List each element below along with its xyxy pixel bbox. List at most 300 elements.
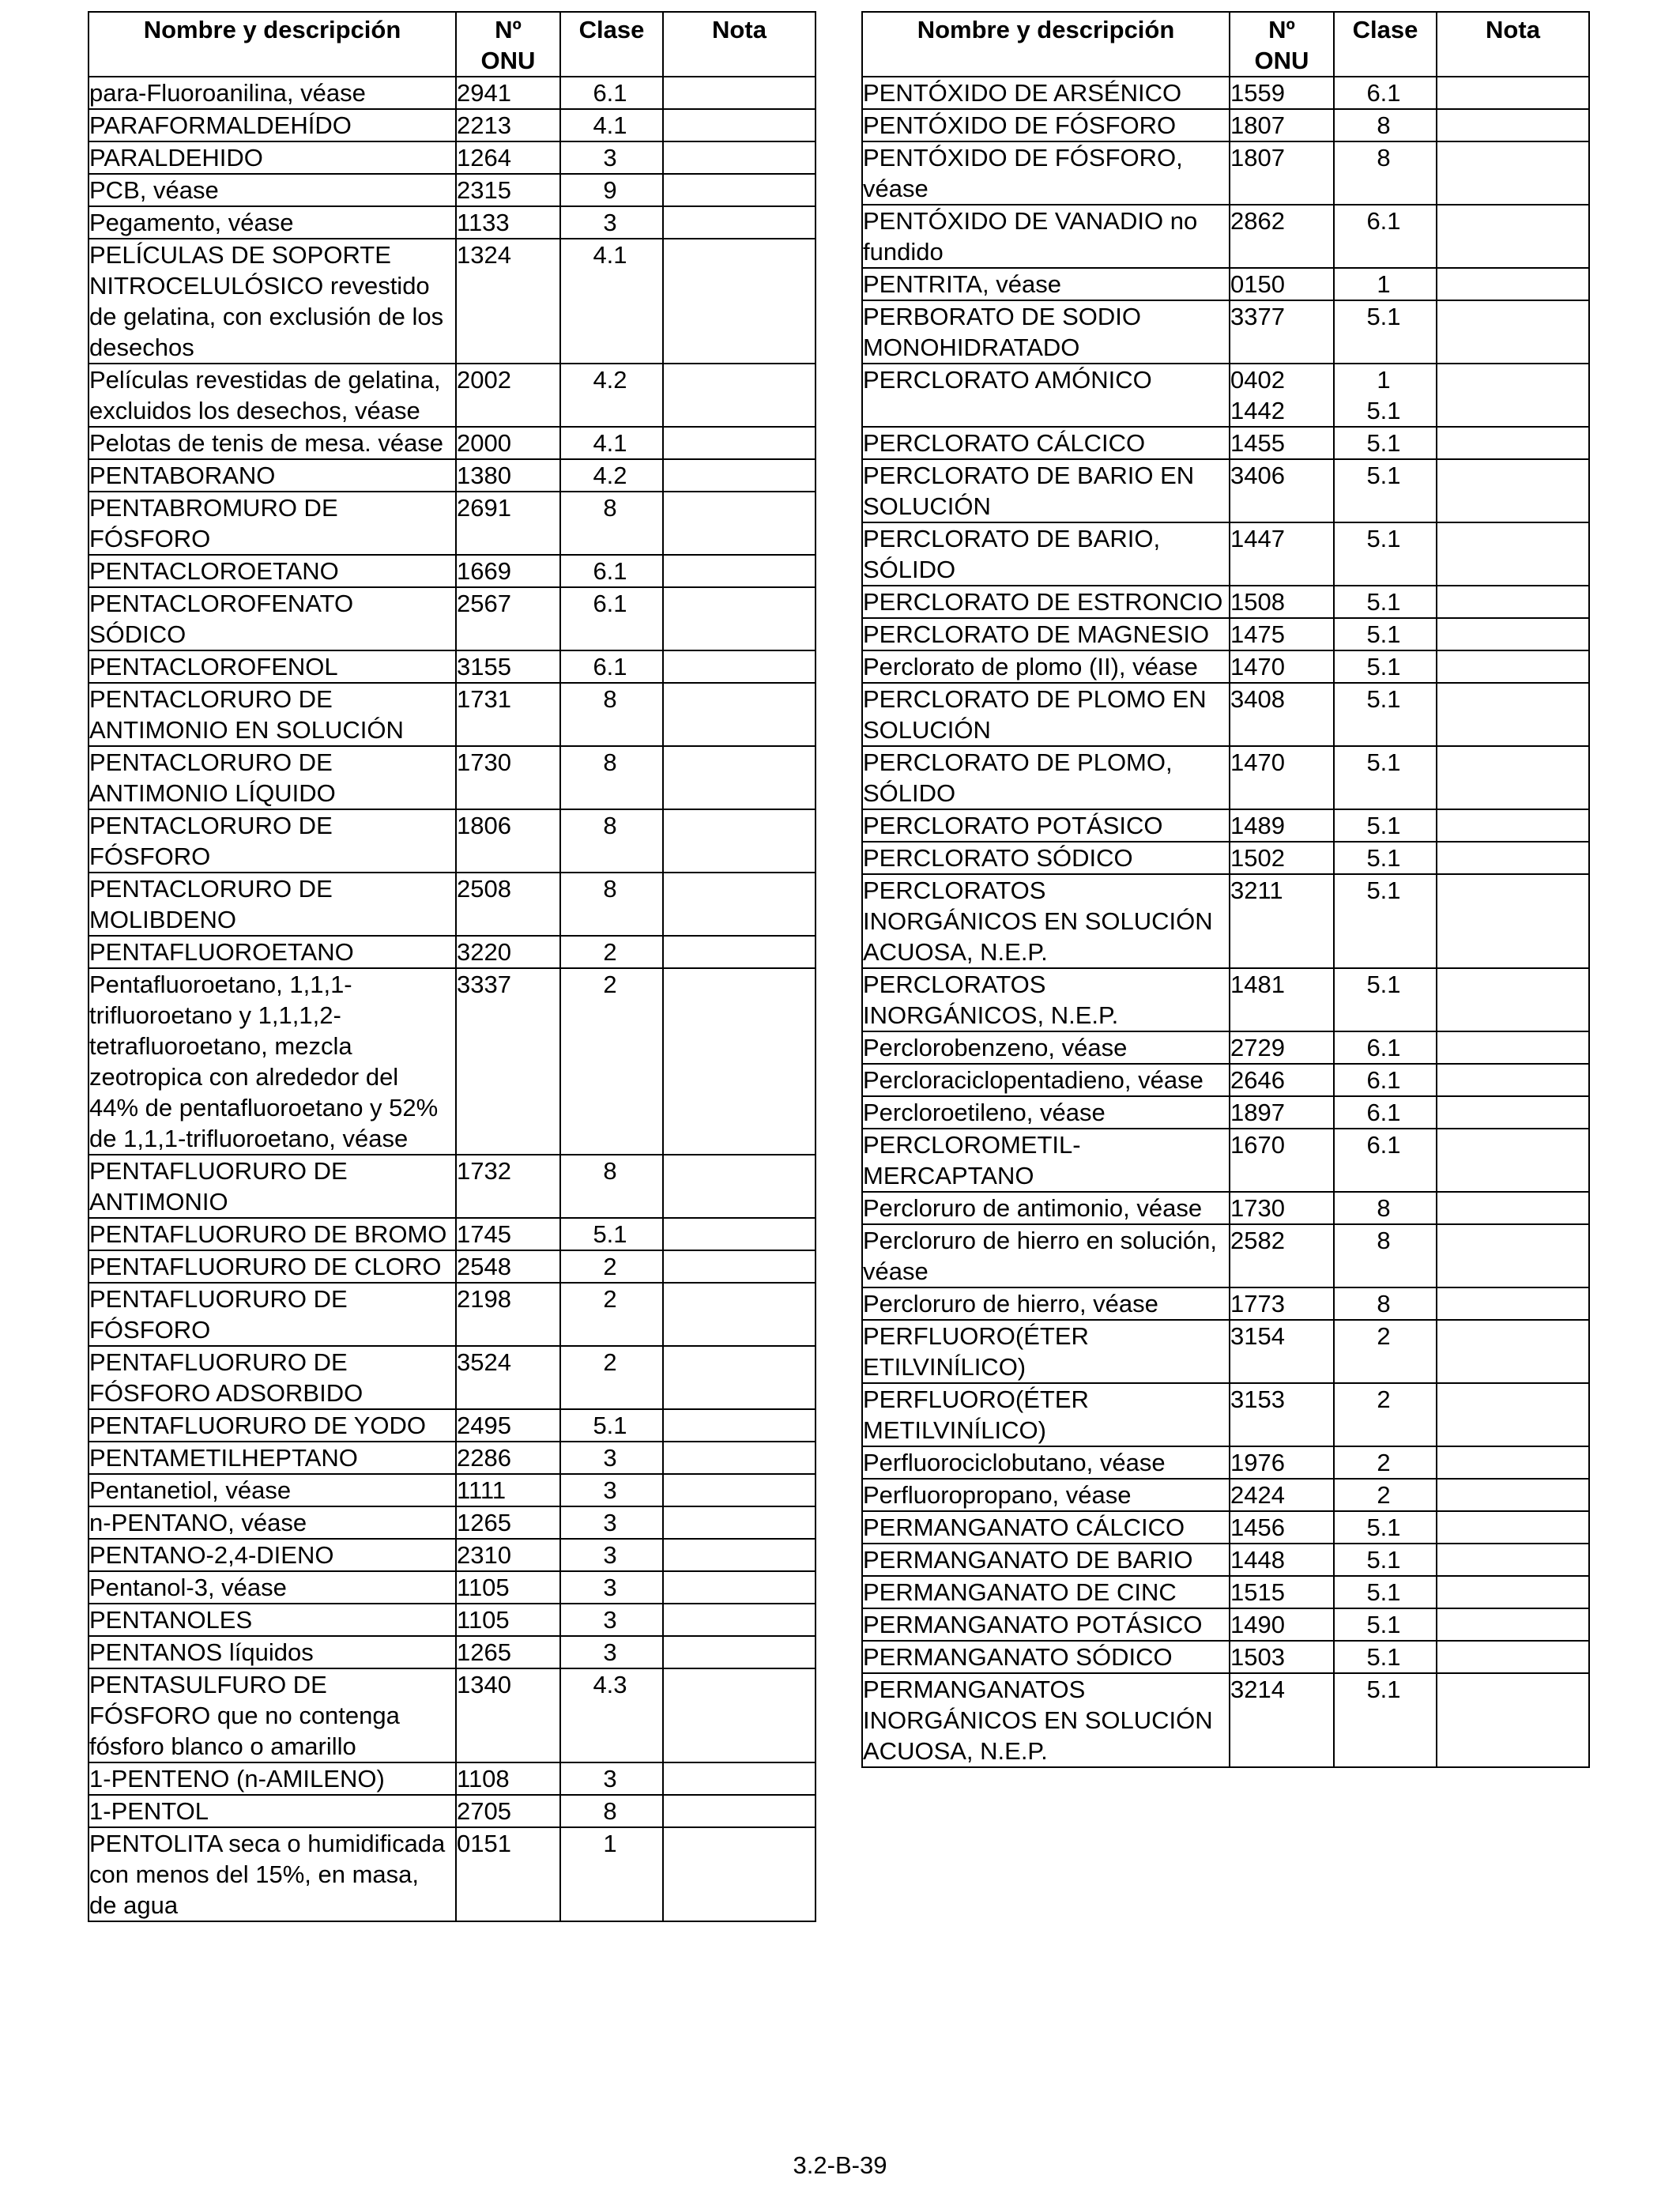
hazard-class-value: 5.1: [1366, 429, 1401, 457]
hazard-class: [560, 1283, 663, 1346]
table-header-row: [862, 12, 1589, 77]
note-cell: [663, 77, 816, 109]
un-number: [456, 1155, 560, 1218]
un-number-value: 1442: [1230, 397, 1285, 424]
table-row: [89, 746, 816, 809]
hazard-class-value: 4.2: [593, 462, 627, 489]
un-number-value: 1503: [1230, 1643, 1285, 1671]
hazard-class: [560, 1539, 663, 1571]
un-number-value: 1745: [457, 1220, 511, 1248]
hazard-class-value: 8: [1377, 1290, 1391, 1318]
hazard-class: [1334, 1673, 1437, 1767]
hazard-class: [560, 427, 663, 459]
hazard-class: [1334, 1544, 1437, 1576]
un-number-value: 2567: [457, 590, 511, 617]
un-number: [456, 873, 560, 936]
substance-name: 1-PENTENO (n-AMILENO): [89, 1762, 456, 1795]
hazard-class: [560, 1668, 663, 1762]
table-row: [89, 109, 816, 141]
un-number: [1230, 842, 1334, 874]
hazard-class-value: 5.1: [1366, 812, 1401, 839]
hazard-class-value: 8: [603, 1157, 617, 1185]
substance-name: PENTANOLES: [89, 1604, 456, 1636]
hazard-class-value: 5.1: [593, 1220, 627, 1248]
note-cell: [1437, 1673, 1589, 1767]
un-number: [456, 1250, 560, 1283]
hazard-class: [560, 1571, 663, 1604]
un-number-value: 2729: [1230, 1034, 1285, 1061]
note-cell: [663, 555, 816, 587]
note-cell: [1437, 300, 1589, 364]
header-nota: Nota: [1437, 12, 1589, 77]
hazard-class: [1334, 109, 1437, 141]
hazard-class: [1334, 1129, 1437, 1192]
hazard-class-value: 8: [1377, 144, 1391, 172]
substance-name: PENTAFLUORURO DE ANTIMONIO: [89, 1155, 456, 1218]
un-number-value: 1669: [457, 557, 511, 585]
hazard-class-value: 3: [603, 1541, 617, 1569]
table-row: [89, 141, 816, 174]
table-row: [89, 459, 816, 492]
table-row: [89, 936, 816, 968]
note-cell: [663, 427, 816, 459]
un-number: [1230, 459, 1334, 522]
un-number-value: 1105: [457, 1606, 510, 1634]
hazard-class: [560, 459, 663, 492]
table-row: [862, 427, 1589, 459]
un-number: [1230, 522, 1334, 586]
un-number-value: 1481: [1230, 971, 1285, 998]
substance-name: Películas revestidas de gelatina, excluidos los desechos, véase: [89, 364, 456, 427]
substance-name: PELÍCULAS DE SOPORTE NITROCELULÓSICO revestido de gelatina, con exclusión de los desechos: [89, 239, 456, 364]
un-number: [456, 1827, 560, 1921]
un-number-value: 1559: [1230, 79, 1285, 107]
note-cell: [1437, 522, 1589, 586]
hazard-class-value: 5.1: [593, 1412, 627, 1439]
hazard-class: [560, 746, 663, 809]
hazard-class-value: 6.1: [1366, 1066, 1401, 1094]
un-number-value: 0151: [457, 1830, 511, 1857]
un-number-value: 1508: [1230, 588, 1285, 616]
substance-name: PERMANGANATO DE BARIO: [862, 1544, 1230, 1576]
un-number-value: 1806: [457, 812, 511, 839]
un-number-value: 1111: [457, 1476, 507, 1504]
un-number-value: 2002: [457, 366, 511, 394]
un-number-value: 2646: [1230, 1066, 1285, 1094]
hazard-class: [560, 141, 663, 174]
un-number-value: 3211: [1230, 876, 1283, 904]
substance-name: PERCLORATO DE BARIO EN SOLUCIÓN: [862, 459, 1230, 522]
table-row: [862, 1031, 1589, 1064]
table-row: [89, 1795, 816, 1827]
un-number-value: 1455: [1230, 429, 1285, 457]
note-cell: [663, 809, 816, 873]
un-number: [1230, 364, 1334, 427]
hazard-class: [1334, 1320, 1437, 1383]
un-number-value: 2310: [457, 1541, 511, 1569]
table-row: [89, 174, 816, 206]
substance-name: PENTAFLUORURO DE CLORO: [89, 1250, 456, 1283]
header-onu: Nº ONU: [456, 12, 560, 77]
hazard-class: [560, 587, 663, 650]
un-number: [1230, 1576, 1334, 1608]
un-number-value: 2862: [1230, 207, 1285, 235]
substance-name: PERCLORATO AMÓNICO: [862, 364, 1230, 427]
hazard-class-value: 2: [603, 971, 617, 998]
hazard-class-value: 5.1: [1366, 462, 1401, 489]
hazard-class-value: 5.1: [1366, 748, 1401, 776]
hazard-class-value: 2: [603, 1348, 617, 1376]
table-header-row: [89, 12, 816, 77]
un-number: [456, 587, 560, 650]
table-row: [862, 1479, 1589, 1511]
hazard-class: [1334, 683, 1437, 746]
hazard-class-value: 9: [603, 176, 617, 204]
substance-name: Perfluorociclobutano, véase: [862, 1446, 1230, 1479]
note-cell: [663, 1795, 816, 1827]
substance-name: PENTABROMURO DE FÓSFORO: [89, 492, 456, 555]
table-row: [89, 1668, 816, 1762]
un-number: [1230, 683, 1334, 746]
note-cell: [1437, 842, 1589, 874]
substance-name: Pentafluoroetano, 1,1,1-trifluoroetano y 1,1,1,2-tetrafluoroetano, mezcla zeotropica con alrededor del 44% de pentafluoroetano y 52% de 1,1,1-trifluoroetano, véase: [89, 968, 456, 1155]
table-row: [89, 587, 816, 650]
un-number: [1230, 1224, 1334, 1287]
substance-name: 1-PENTOL: [89, 1795, 456, 1827]
note-cell: [663, 1604, 816, 1636]
header-name: Nombre y descripción: [89, 12, 456, 77]
note-cell: [663, 1155, 816, 1218]
un-number: [1230, 618, 1334, 650]
note-cell: [1437, 364, 1589, 427]
un-number: [1230, 650, 1334, 683]
hazard-class-value: 8: [603, 494, 617, 522]
un-number-value: 3154: [1230, 1322, 1285, 1350]
un-number: [456, 650, 560, 683]
substance-name: PENTÓXIDO DE ARSÉNICO: [862, 77, 1230, 109]
table-row: [862, 1446, 1589, 1479]
un-number-value: 3214: [1230, 1676, 1285, 1703]
hazard-class-value: 3: [603, 1574, 617, 1601]
table-row: [862, 1608, 1589, 1641]
un-number-value: 1456: [1230, 1514, 1285, 1541]
hazard-class-value: 2: [603, 1285, 617, 1313]
table-row: [862, 842, 1589, 874]
table-row: [862, 268, 1589, 300]
substance-name: PERMANGANATO CÁLCICO: [862, 1511, 1230, 1544]
hazard-class: [1334, 1064, 1437, 1096]
table-row: [862, 746, 1589, 809]
un-number: [1230, 1192, 1334, 1224]
note-cell: [663, 239, 816, 364]
un-number-value: 1515: [1230, 1578, 1285, 1606]
un-number: [1230, 427, 1334, 459]
substance-name: PERCLORATOS INORGÁNICOS EN SOLUCIÓN ACUOSA, N.E.P.: [862, 874, 1230, 968]
hazard-class: [1334, 427, 1437, 459]
hazard-class-value: 3: [603, 144, 617, 172]
hazard-class: [560, 873, 663, 936]
hazard-class-value: 6.1: [1366, 1131, 1401, 1159]
un-number-value: 1133: [457, 209, 510, 236]
table-row: [862, 364, 1589, 427]
un-number-value: 3524: [457, 1348, 511, 1376]
substance-name: Percloraciclopentadieno, véase: [862, 1064, 1230, 1096]
note-cell: [1437, 77, 1589, 109]
note-cell: [1437, 205, 1589, 268]
un-number-value: 2198: [457, 1285, 511, 1313]
note-cell: [1437, 1446, 1589, 1479]
substance-name: PENTACLORURO DE ANTIMONIO EN SOLUCIÓN: [89, 683, 456, 746]
un-number-value: 3220: [457, 938, 511, 966]
hazard-class-value: 8: [603, 748, 617, 776]
un-number-value: 1730: [457, 748, 511, 776]
un-number: [456, 459, 560, 492]
hazard-class: [1334, 586, 1437, 618]
un-number-value: 1108: [457, 1765, 510, 1793]
hazard-class: [560, 1442, 663, 1474]
hazard-class: [1334, 1287, 1437, 1320]
un-number: [456, 1506, 560, 1539]
note-cell: [663, 492, 816, 555]
un-number: [456, 1604, 560, 1636]
un-number-value: 1340: [457, 1671, 511, 1698]
note-cell: [1437, 874, 1589, 968]
table-row: [862, 586, 1589, 618]
note-cell: [663, 1442, 816, 1474]
hazard-class-value: 6.1: [593, 653, 627, 680]
hazard-class: [560, 1795, 663, 1827]
hazard-class: [1334, 268, 1437, 300]
substance-name: PERCLORATO DE BARIO, SÓLIDO: [862, 522, 1230, 586]
un-number: [456, 1668, 560, 1762]
un-number: [456, 1762, 560, 1795]
table-row: [89, 77, 816, 109]
un-number: [456, 1539, 560, 1571]
substance-name: PENTACLORURO DE MOLIBDENO: [89, 873, 456, 936]
note-cell: [1437, 427, 1589, 459]
substance-name: PENTABORANO: [89, 459, 456, 492]
table-row: [862, 141, 1589, 205]
table-row: [89, 873, 816, 936]
hazard-class-value: 5.1: [1366, 588, 1401, 616]
table-row: [89, 555, 816, 587]
hazard-class-value: 2: [1377, 1481, 1391, 1509]
hazard-class-value: 6.1: [1366, 207, 1401, 235]
hazard-class: [1334, 205, 1437, 268]
table-row: [862, 1511, 1589, 1544]
hazard-class-value: 5.1: [1366, 844, 1401, 872]
un-number-value: 1105: [457, 1574, 510, 1601]
table-row: [862, 683, 1589, 746]
un-number-value: 1264: [457, 144, 511, 172]
substance-name: PERMANGANATO POTÁSICO: [862, 1608, 1230, 1641]
hazard-class-value: 3: [603, 1509, 617, 1536]
substance-name: PERFLUORO(ÉTER METILVINÍLICO): [862, 1383, 1230, 1446]
hazard-class-value: 6.1: [593, 590, 627, 617]
un-number: [1230, 1544, 1334, 1576]
un-number: [456, 174, 560, 206]
substance-name: PENTAFLUORURO DE YODO: [89, 1409, 456, 1442]
table-row: [89, 1636, 816, 1668]
substance-name: PERMANGANATOS INORGÁNICOS EN SOLUCIÓN ACUOSA, N.E.P.: [862, 1673, 1230, 1767]
note-cell: [663, 459, 816, 492]
table-row: [89, 683, 816, 746]
un-number-value: 1807: [1230, 111, 1285, 139]
hazard-class-value: 1: [1377, 366, 1391, 394]
note-cell: [663, 1539, 816, 1571]
hazard-class: [560, 206, 663, 239]
table-row: [89, 1409, 816, 1442]
substance-name: Perfluoropropano, véase: [862, 1479, 1230, 1511]
table-row: [89, 427, 816, 459]
un-number-value: 3155: [457, 653, 511, 680]
table-row: [89, 1571, 816, 1604]
note-cell: [1437, 746, 1589, 809]
un-number-value: 1265: [457, 1638, 511, 1666]
table-row: [89, 364, 816, 427]
substance-name: PENTAFLUORURO DE FÓSFORO ADSORBIDO: [89, 1346, 456, 1409]
un-number: [1230, 586, 1334, 618]
hazard-class-value: 2: [1377, 1385, 1391, 1413]
hazard-class: [560, 239, 663, 364]
un-number-value: 1731: [457, 685, 511, 713]
un-number-value: 1447: [1230, 525, 1285, 552]
hazard-class-value: 5.1: [1366, 1676, 1401, 1703]
hazard-class-value: 1: [1377, 270, 1391, 298]
table-row: [89, 650, 816, 683]
un-number: [456, 109, 560, 141]
note-cell: [663, 1827, 816, 1921]
hazard-class-value: 4.2: [593, 366, 627, 394]
un-number-value: 1470: [1230, 748, 1285, 776]
un-number: [1230, 1064, 1334, 1096]
substance-name: Pentanol-3, véase: [89, 1571, 456, 1604]
un-number: [1230, 1511, 1334, 1544]
table-row: [862, 1673, 1589, 1767]
hazard-class: [1334, 746, 1437, 809]
un-number-value: 0402: [1230, 366, 1285, 394]
hazard-class: [1334, 141, 1437, 205]
hazard-class: [1334, 618, 1437, 650]
hazard-class-value: 5.1: [1366, 303, 1401, 330]
un-number: [1230, 746, 1334, 809]
hazard-class-value: 3: [603, 1444, 617, 1472]
un-number: [1230, 1287, 1334, 1320]
hazard-class: [560, 109, 663, 141]
note-cell: [663, 1668, 816, 1762]
table-row: [89, 492, 816, 555]
un-number-value: 1897: [1230, 1099, 1285, 1126]
table-row: [89, 1346, 816, 1409]
note-cell: [663, 364, 816, 427]
un-number-value: 1324: [457, 241, 511, 269]
un-number-value: 0150: [1230, 270, 1285, 298]
un-number: [456, 1409, 560, 1442]
hazard-class: [1334, 1446, 1437, 1479]
un-number-value: 2705: [457, 1797, 511, 1825]
note-cell: [663, 746, 816, 809]
un-number-value: 3406: [1230, 462, 1285, 489]
un-number-value: 1265: [457, 1509, 511, 1536]
un-number: [456, 492, 560, 555]
note-cell: [1437, 268, 1589, 300]
hazard-class: [560, 1218, 663, 1250]
hazard-class-value: 8: [603, 685, 617, 713]
un-number-value: 2691: [457, 494, 511, 522]
note-cell: [663, 174, 816, 206]
note-cell: [1437, 586, 1589, 618]
substance-name: PENTASULFURO DE FÓSFORO que no contenga fósforo blanco o amarillo: [89, 1668, 456, 1762]
table-row: [862, 1320, 1589, 1383]
substance-name: Percloruro de antimonio, véase: [862, 1192, 1230, 1224]
hazard-class: [560, 1250, 663, 1283]
un-number-value: 2941: [457, 79, 511, 107]
note-cell: [663, 1346, 816, 1409]
table-row: [89, 1604, 816, 1636]
hazard-class: [560, 555, 663, 587]
hazard-class: [560, 77, 663, 109]
note-cell: [663, 1474, 816, 1506]
hazard-class: [560, 809, 663, 873]
hazard-class: [560, 174, 663, 206]
un-number-value: 2548: [457, 1253, 511, 1280]
table-row: [89, 1506, 816, 1539]
substance-name: PERCLORATOS INORGÁNICOS, N.E.P.: [862, 968, 1230, 1031]
hazard-class: [1334, 650, 1437, 683]
table-row: [862, 618, 1589, 650]
hazard-class-value: 6.1: [1366, 1034, 1401, 1061]
left-column-table: [88, 11, 816, 1922]
header-clase: Clase: [1334, 12, 1437, 77]
note-cell: [1437, 1641, 1589, 1673]
un-number-value: 1489: [1230, 812, 1285, 839]
note-cell: [663, 1571, 816, 1604]
hazard-class: [560, 936, 663, 968]
substance-name: PERFLUORO(ÉTER ETILVINÍLICO): [862, 1320, 1230, 1383]
hazard-class: [1334, 1031, 1437, 1064]
un-number-value: 1448: [1230, 1546, 1285, 1574]
note-cell: [1437, 1608, 1589, 1641]
table-row: [89, 1250, 816, 1283]
table-row: [89, 809, 816, 873]
un-number: [456, 141, 560, 174]
un-number-value: 1730: [1230, 1194, 1285, 1222]
un-number: [456, 427, 560, 459]
substance-name: PERMANGANATO SÓDICO: [862, 1641, 1230, 1673]
hazard-class-value: 8: [1377, 111, 1391, 139]
substance-name: Pentanetiol, véase: [89, 1474, 456, 1506]
table-row: [862, 205, 1589, 268]
un-number: [1230, 1096, 1334, 1129]
substance-name: PENTÓXIDO DE FÓSFORO, véase: [862, 141, 1230, 205]
un-number: [456, 77, 560, 109]
note-cell: [663, 1409, 816, 1442]
table-row: [862, 874, 1589, 968]
hazard-class-value: 6.1: [593, 79, 627, 107]
table-row: [89, 206, 816, 239]
un-number-value: 3377: [1230, 303, 1285, 330]
note-cell: [663, 206, 816, 239]
note-cell: [1437, 1096, 1589, 1129]
hazard-class: [1334, 809, 1437, 842]
un-number-value: 1502: [1230, 844, 1285, 872]
un-number: [1230, 809, 1334, 842]
hazard-class: [560, 683, 663, 746]
un-number-value: 2582: [1230, 1227, 1285, 1254]
hazard-class: [560, 1409, 663, 1442]
table-row: [862, 459, 1589, 522]
substance-name: PENTAFLUORURO DE FÓSFORO: [89, 1283, 456, 1346]
